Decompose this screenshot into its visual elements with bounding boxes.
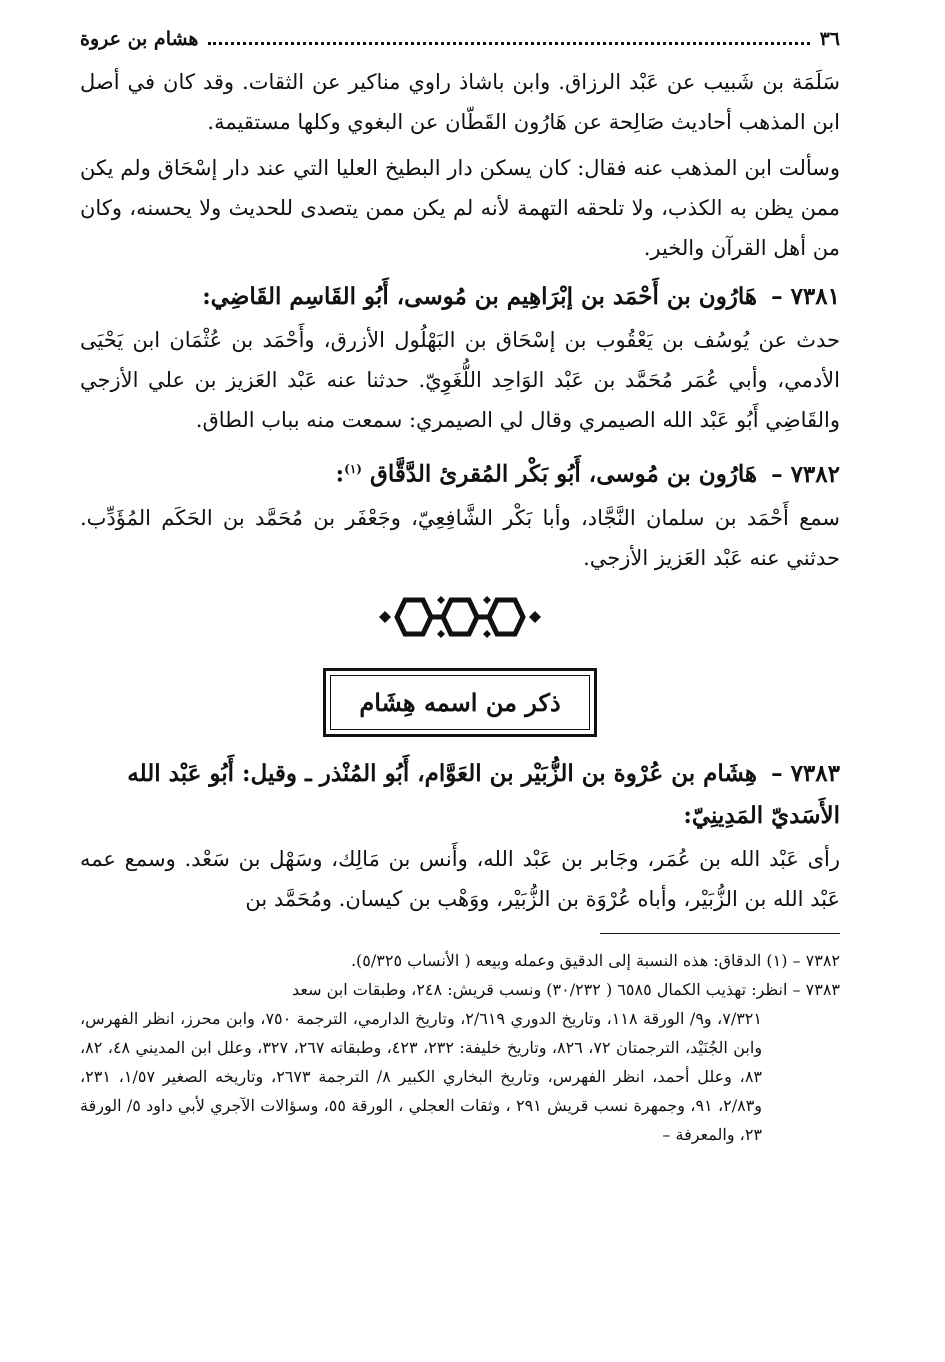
paragraph-2: وسألت ابن المذهب عنه فقال: كان يسكن دار البطيخ العليا التي عند دار إسْحَاق ولم يكن ممن يظن به الكذب، ولا تلحقه التهمة لأنه لم يكن ممن يتصدى للحديث ولا يحسنه، وكان من أهل القرآن والخير. bbox=[80, 156, 840, 260]
paragraph-1: سَلَمَة بن شَبيب عن عَبْد الرزاق. وابن باشاذ راوي مناكير عن الثقات. وقد كان في أصل ابن المذهب أحاديث صَالِحة عن هَارُون القَطّان عن البغوي وكلها مستقيمة. bbox=[80, 70, 840, 134]
entry-body-7383: رأى عَبْد الله بن عُمَر، وجَابر بن عَبْد الله، وأَنس بن مَالِك، وسَهْل بن سَعْد. وسمع عمه عَبْد الله بن الزُّبَيْر، وأباه عُرْوَة بن الزُّبَيْر، ووَهْب بن كيسان. ومُحَمَّد بن bbox=[80, 846, 840, 911]
entry-heading-7382 bbox=[80, 448, 840, 496]
entry-title: هَارُون بن أَحْمَد بن إبْرَاهِيم بن مُوسى، أَبُو القَاسِم القَاضِي: bbox=[202, 283, 758, 310]
footnote-7382: ٧٣٨٢ – (١) الدقاق: هذه النسبة إلى الدقيق وعمله وبيعه ( الأنساب ٥/٣٢٥). bbox=[350, 950, 840, 970]
running-title: هشام بن عروة bbox=[80, 28, 199, 50]
footnote-rule bbox=[600, 933, 840, 934]
entry-number: ٧٣٨١ – bbox=[771, 283, 840, 310]
entry-title: هَارُون بن مُوسى، أَبُو بَكْر المُقرئ الدَّقَّاق bbox=[369, 460, 758, 488]
running-head bbox=[80, 28, 840, 62]
entry-number: ٧٣٨٣ – bbox=[771, 759, 840, 787]
section-title: ذكر من اسمه هِشَام bbox=[330, 675, 589, 730]
entry-title: هِشَام بن عُرْوة بن الزُّبَيْر بن العَوَّام، أَبُو المُنْذر ـ وقيل: أَبُو عَبْد الله الأَسَديّ المَدِينِيّ: bbox=[127, 759, 840, 829]
ornament-divider bbox=[80, 592, 840, 642]
dot-leader bbox=[208, 42, 809, 45]
footnote-7383-continued: ٧/٣٢١، و٩/ الورقة ١١٨، وتاريخ الدوري ٢/٦١٩، وتاريخ الدارمي، الترجمة ٧٥٠، وابن محرز، انظر الفهرس، وابن الجُنَيْد، الترجمتان ٧٢، ٨٢٦، وتاريخ خليفة: ٢٣٢، ٤٢٣، وطبقاته ٢٦٧، ٣٢٧، وعلل ابن المديني ٤٨، ٨٢، ٨٣، وعلل أحمد، انظر الفهرس، وتاريخ البخاري الكبير ٨/ الترجمة ٢٦٧٣، وتاريخه الصغير ١/٥٧، ٢٣١، و٢/٨٣، ٩١، وجمهرة نسب قريش ٢٩١ ، وثقات العجلي ، الورقة ٥٥، وسؤالات الآجري لأبي داود ٥/ الورقة ٢٣، والمعرفة – bbox=[80, 1008, 763, 1144]
page-number: ٣٦ bbox=[819, 28, 840, 50]
footnote-7383: ٧٣٨٣ – انظر: تهذيب الكمال ٦٥٨٥ ( ٣٠/٢٣٢) ونسب قريش: ٢٤٨، وطبقات ابن سعد bbox=[291, 979, 840, 999]
entry-heading-7381 bbox=[80, 276, 840, 318]
entry-body-7381: حدث عن يُوسُف بن يَعْقُوب بن إسْحَاق بن البَهْلُول الأزرق، وأَحْمَد بن عُثْمَان ابن يَحْيَى الأدمي، وأبي عُمَر مُحَمَّد بن عَبْد الوَاحِد اللُّغَوِيّ. حدثنا عنه عَبْد العَزيز بن علي الأزجي والقَاضِي أَبُو عَبْد الله الصيمري وقال لي الصيمري: سمعت منه بباب الطاق. bbox=[80, 328, 840, 432]
entry-body-7382: سمع أَحْمَد بن سلمان النَّجَّاد، وأبا بَكْر الشَّافِعِيّ، وجَعْفَر بن مُحَمَّد بن الحَكَم المُؤَدِّب. حدثني عنه عَبْد العَزيز الأزجي. bbox=[80, 505, 840, 570]
section-outer-border bbox=[323, 668, 596, 737]
entry-number: ٧٣٨٢ – bbox=[771, 460, 840, 488]
section-title-frame bbox=[80, 668, 840, 737]
heading-colon: : bbox=[335, 460, 345, 488]
footnote-marker: (١) bbox=[344, 462, 362, 476]
entry-heading-7383 bbox=[80, 753, 840, 837]
ornament-icon bbox=[375, 592, 545, 642]
book-page bbox=[80, 28, 840, 1149]
